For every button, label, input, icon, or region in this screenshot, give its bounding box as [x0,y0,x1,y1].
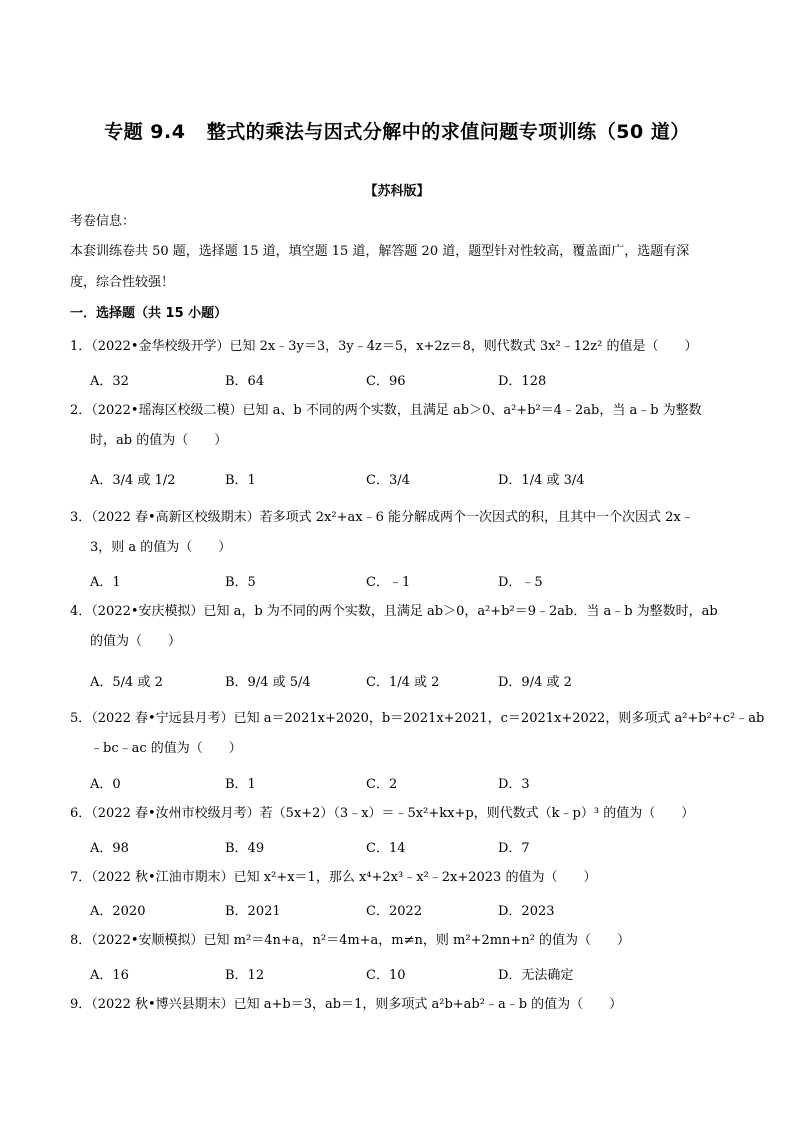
question-2: 2．（2022•瑶海区校级二模）已知 a、b 不同的两个实数，且满足 ab＞0、a²+b²＝4﹣2ab，当 a﹣b 为整数 [70,403,702,418]
option-c: C．96 [366,374,406,389]
option-c: C．14 [366,841,406,856]
option-c: C．3/4 [366,473,410,488]
option-d: D．128 [498,374,547,389]
option-b: B．49 [225,841,265,856]
info-description-line2: 度，综合性较强！ [70,275,175,290]
section-heading: 一．选择题（共 15 小题） [70,306,228,321]
option-c: C．10 [366,968,406,983]
option-d: D．﹣5 [498,575,543,590]
option-b: B．9/4 或 5/4 [225,675,311,690]
option-c: C．﹣1 [366,575,411,590]
option-a: A．3/4 或 1/2 [90,473,176,488]
question-6: 6．（2022 春•汝州市校级月考）若（5x+2）（3﹣x）＝﹣5x²+kx+p，则代数式（k﹣p）³ 的值为（ ） [70,806,695,821]
question-4-options [90,671,750,691]
page-title: 专题 9.4 整式的乘法与因式分解中的求值问题专项训练（50 道） [104,121,690,143]
question-7-options [90,900,750,920]
option-d: D．3 [498,777,530,792]
option-d: D．7 [498,841,530,856]
option-c: C．2022 [366,904,423,919]
option-b: B．64 [225,374,265,389]
option-a: A．5/4 或 2 [90,675,163,690]
question-7: 7．（2022 秋•江油市期末）已知 x²+x＝1，那么 x⁴+2x³﹣x²﹣2x+2023 的值为（ ） [70,870,597,885]
question-1-options [90,370,750,390]
question-8: 8．（2022•安顺模拟）已知 m²＝4n+a，n²＝4m+a，m≠n，则 m²+2mn+n² 的值为（ ） [70,933,631,948]
option-a: A．98 [90,841,129,856]
option-d: D．1/4 或 3/4 [498,473,585,488]
question-2-options [90,469,750,489]
option-a: A．0 [90,777,121,792]
question-5-options [90,773,750,793]
option-c: C．1/4 或 2 [366,675,440,690]
info-description-line1: 本套训练卷共 50 题，选择题 15 道，填空题 15 道，解答题 20 道，题型针对性较高，覆盖面广，选题有深 [70,244,690,259]
option-d: D．9/4 或 2 [498,675,572,690]
option-c: C．2 [366,777,398,792]
question-4-cont: 的值为（ ） [90,634,182,649]
option-b: B．5 [225,575,256,590]
question-3: 3．（2022 春•高新区校级期末）若多项式 2x²+ax﹣6 能分解成两个一次因式的积，且其中一个次因式 2x﹣ [70,510,694,525]
question-9: 9．（2022 秋•博兴县期末）已知 a+b＝3，ab＝1，则多项式 a²b+ab²﹣a﹣b 的值为（ ） [70,997,623,1012]
question-8-options [90,964,750,984]
option-a: A．1 [90,575,121,590]
option-b: B．1 [225,777,256,792]
option-d: D．无法确定 [498,968,574,983]
question-5-cont: ﹣bc﹣ac 的值为（ ） [90,741,242,756]
question-2-cont: 时，ab 的值为（ ） [90,433,228,448]
question-3-cont: 3，则 a 的值为（ ） [90,540,232,555]
edition-label: 【苏科版】 [364,184,430,199]
question-3-options [90,571,750,591]
option-a: A．16 [90,968,129,983]
option-b: B．1 [225,473,256,488]
option-a: A．32 [90,374,129,389]
option-b: B．2021 [225,904,281,919]
question-6-options [90,837,750,857]
option-d: D．2023 [498,904,555,919]
info-label: 考卷信息： [70,214,136,229]
option-b: B．12 [225,968,265,983]
question-4: 4．（2022•安庆模拟）已知 a，b 为不同的两个实数，且满足 ab＞0，a²+b²＝9﹣2ab．当 a﹣b 为整数时，ab [70,604,718,619]
question-1: 1．（2022•金华校级开学）已知 2x﹣3y＝3，3y﹣4z＝5，x+2z＝8，则代数式 3x²﹣12z² 的值是（ ） [70,339,698,354]
question-5: 5．（2022 春•宁远县月考）已知 a＝2021x+2020，b＝2021x+2021，c＝2021x+2022，则多项式 a²+b²+c²﹣ab [70,711,765,726]
option-a: A．2020 [90,904,146,919]
